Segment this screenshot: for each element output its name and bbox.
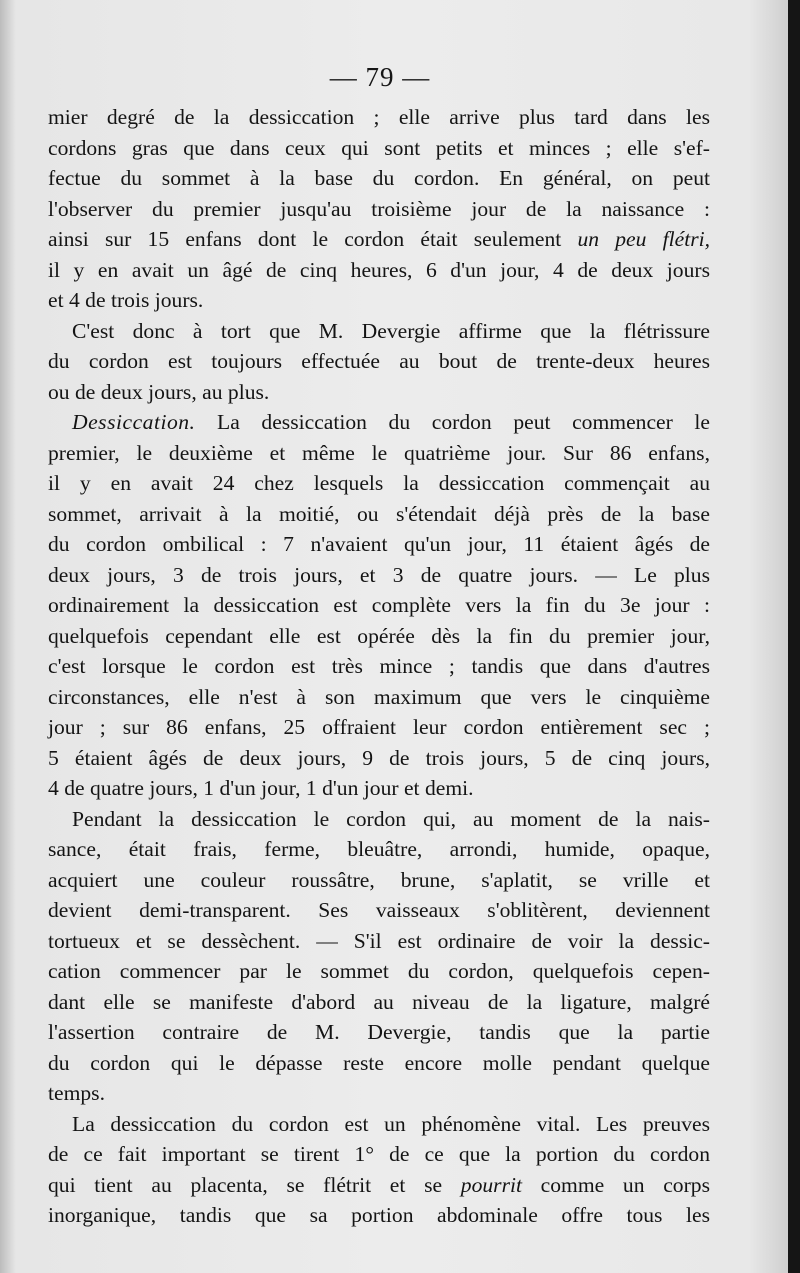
- text-line: 5 étaient âgés de deux jours, 9 de trois jours, 5 de cinq jours,: [48, 745, 710, 770]
- text-line: La dessiccation du cordon est un phénomène vital. Les preuves: [72, 1111, 710, 1136]
- text-line: sance, était frais, ferme, bleuâtre, arrondi, humide, opaque,: [48, 837, 710, 861]
- body-text: [48, 102, 710, 1231]
- text-line: cordons gras que dans ceux qui sont petits et minces ; elle s'ef-: [48, 135, 710, 160]
- text-line: acquiert une couleur roussâtre, brune, s'aplatit, se vrille et: [48, 867, 710, 892]
- text-line: l'assertion contraire de M. Devergie, tandis que la partie: [48, 1020, 710, 1044]
- text-line: premier, le deuxième et même le quatrième jour. Sur 86 enfans,: [48, 440, 710, 465]
- text-line: de ce fait important se tirent 1° de ce que la portion du cordon: [48, 1142, 710, 1166]
- text-line: il y en avait un âgé de cinq heures, 6 d'un jour, 4 de deux jours: [48, 257, 710, 282]
- text-line: quelquefois cependant elle est opérée dès la fin du premier jour,: [48, 623, 710, 648]
- text-line: jour ; sur 86 enfans, 25 offraient leur cordon entièrement sec ;: [48, 715, 710, 739]
- text-line: ou de deux jours, au plus.: [48, 379, 270, 404]
- page-number: — 79 —: [329, 62, 431, 92]
- text-line: l'observer du premier jusqu'au troisième jour de la naissance :: [48, 196, 710, 221]
- text-line: C'est donc à tort que M. Devergie affirme que la flétrissure: [72, 318, 710, 343]
- italic-phrase: un peu flétri,: [577, 227, 710, 251]
- text-line: c'est lorsque le cordon est très mince ; tandis que dans d'autres: [48, 654, 710, 678]
- text-line: du cordon ombilical : 7 n'avaient qu'un jour, 11 étaient âgés de: [48, 532, 710, 556]
- text-line: fectue du sommet à la base du cordon. En général, on peut: [48, 166, 710, 190]
- text-line: cation commencer par le sommet du cordon, quelquefois cepen-: [48, 959, 710, 983]
- text-line: qui tient au placenta, se flétrit et se pourrit comme un corps: [48, 1172, 710, 1197]
- text-line: temps.: [48, 1081, 105, 1105]
- text-line: sommet, arrivait à la moitié, ou s'étendait déjà près de la base: [48, 501, 710, 526]
- text-line: du cordon qui le dépasse reste encore molle pendant quelque: [48, 1050, 710, 1075]
- text-line: devient demi-transparent. Ses vaisseaux s'oblitèrent, deviennent: [48, 898, 710, 922]
- italic-word: pourrit: [460, 1172, 522, 1197]
- section-heading: Dessiccation.: [72, 410, 196, 434]
- text-line: dant elle se manifeste d'abord au niveau de la ligature, malgré: [48, 989, 710, 1014]
- text-line: tortueux et se dessèchent. — S'il est ordinaire de voir la dessic-: [48, 928, 710, 953]
- text-line: deux jours, 3 de trois jours, et 3 de quatre jours. — Le plus: [48, 562, 710, 587]
- text-line: mier degré de la dessiccation ; elle arrive plus tard dans les: [48, 105, 710, 129]
- text-line: ainsi sur 15 enfans dont le cordon était seulement un peu flétri,: [48, 227, 710, 251]
- text-line: inorganique, tandis que sa portion abdominale offre tous les: [48, 1203, 710, 1227]
- text-line: et 4 de trois jours.: [48, 288, 204, 312]
- text-line: il y en avait 24 chez lesquels la dessiccation commençait au: [48, 471, 710, 495]
- text-line: du cordon est toujours effectuée au bout de trente-deux heures: [48, 349, 710, 373]
- text-line: Dessiccation. La dessiccation du cordon peut commencer le: [72, 410, 710, 434]
- book-spine: [788, 0, 800, 1273]
- text-line: Pendant la dessiccation le cordon qui, au moment de la nais-: [72, 806, 710, 831]
- text-line: ordinairement la dessiccation est complète vers la fin du 3e jour :: [48, 593, 710, 617]
- text-line: circonstances, elle n'est à son maximum que vers le cinquième: [48, 684, 710, 709]
- text-line: 4 de quatre jours, 1 d'un jour, 1 d'un jour et demi.: [48, 776, 474, 800]
